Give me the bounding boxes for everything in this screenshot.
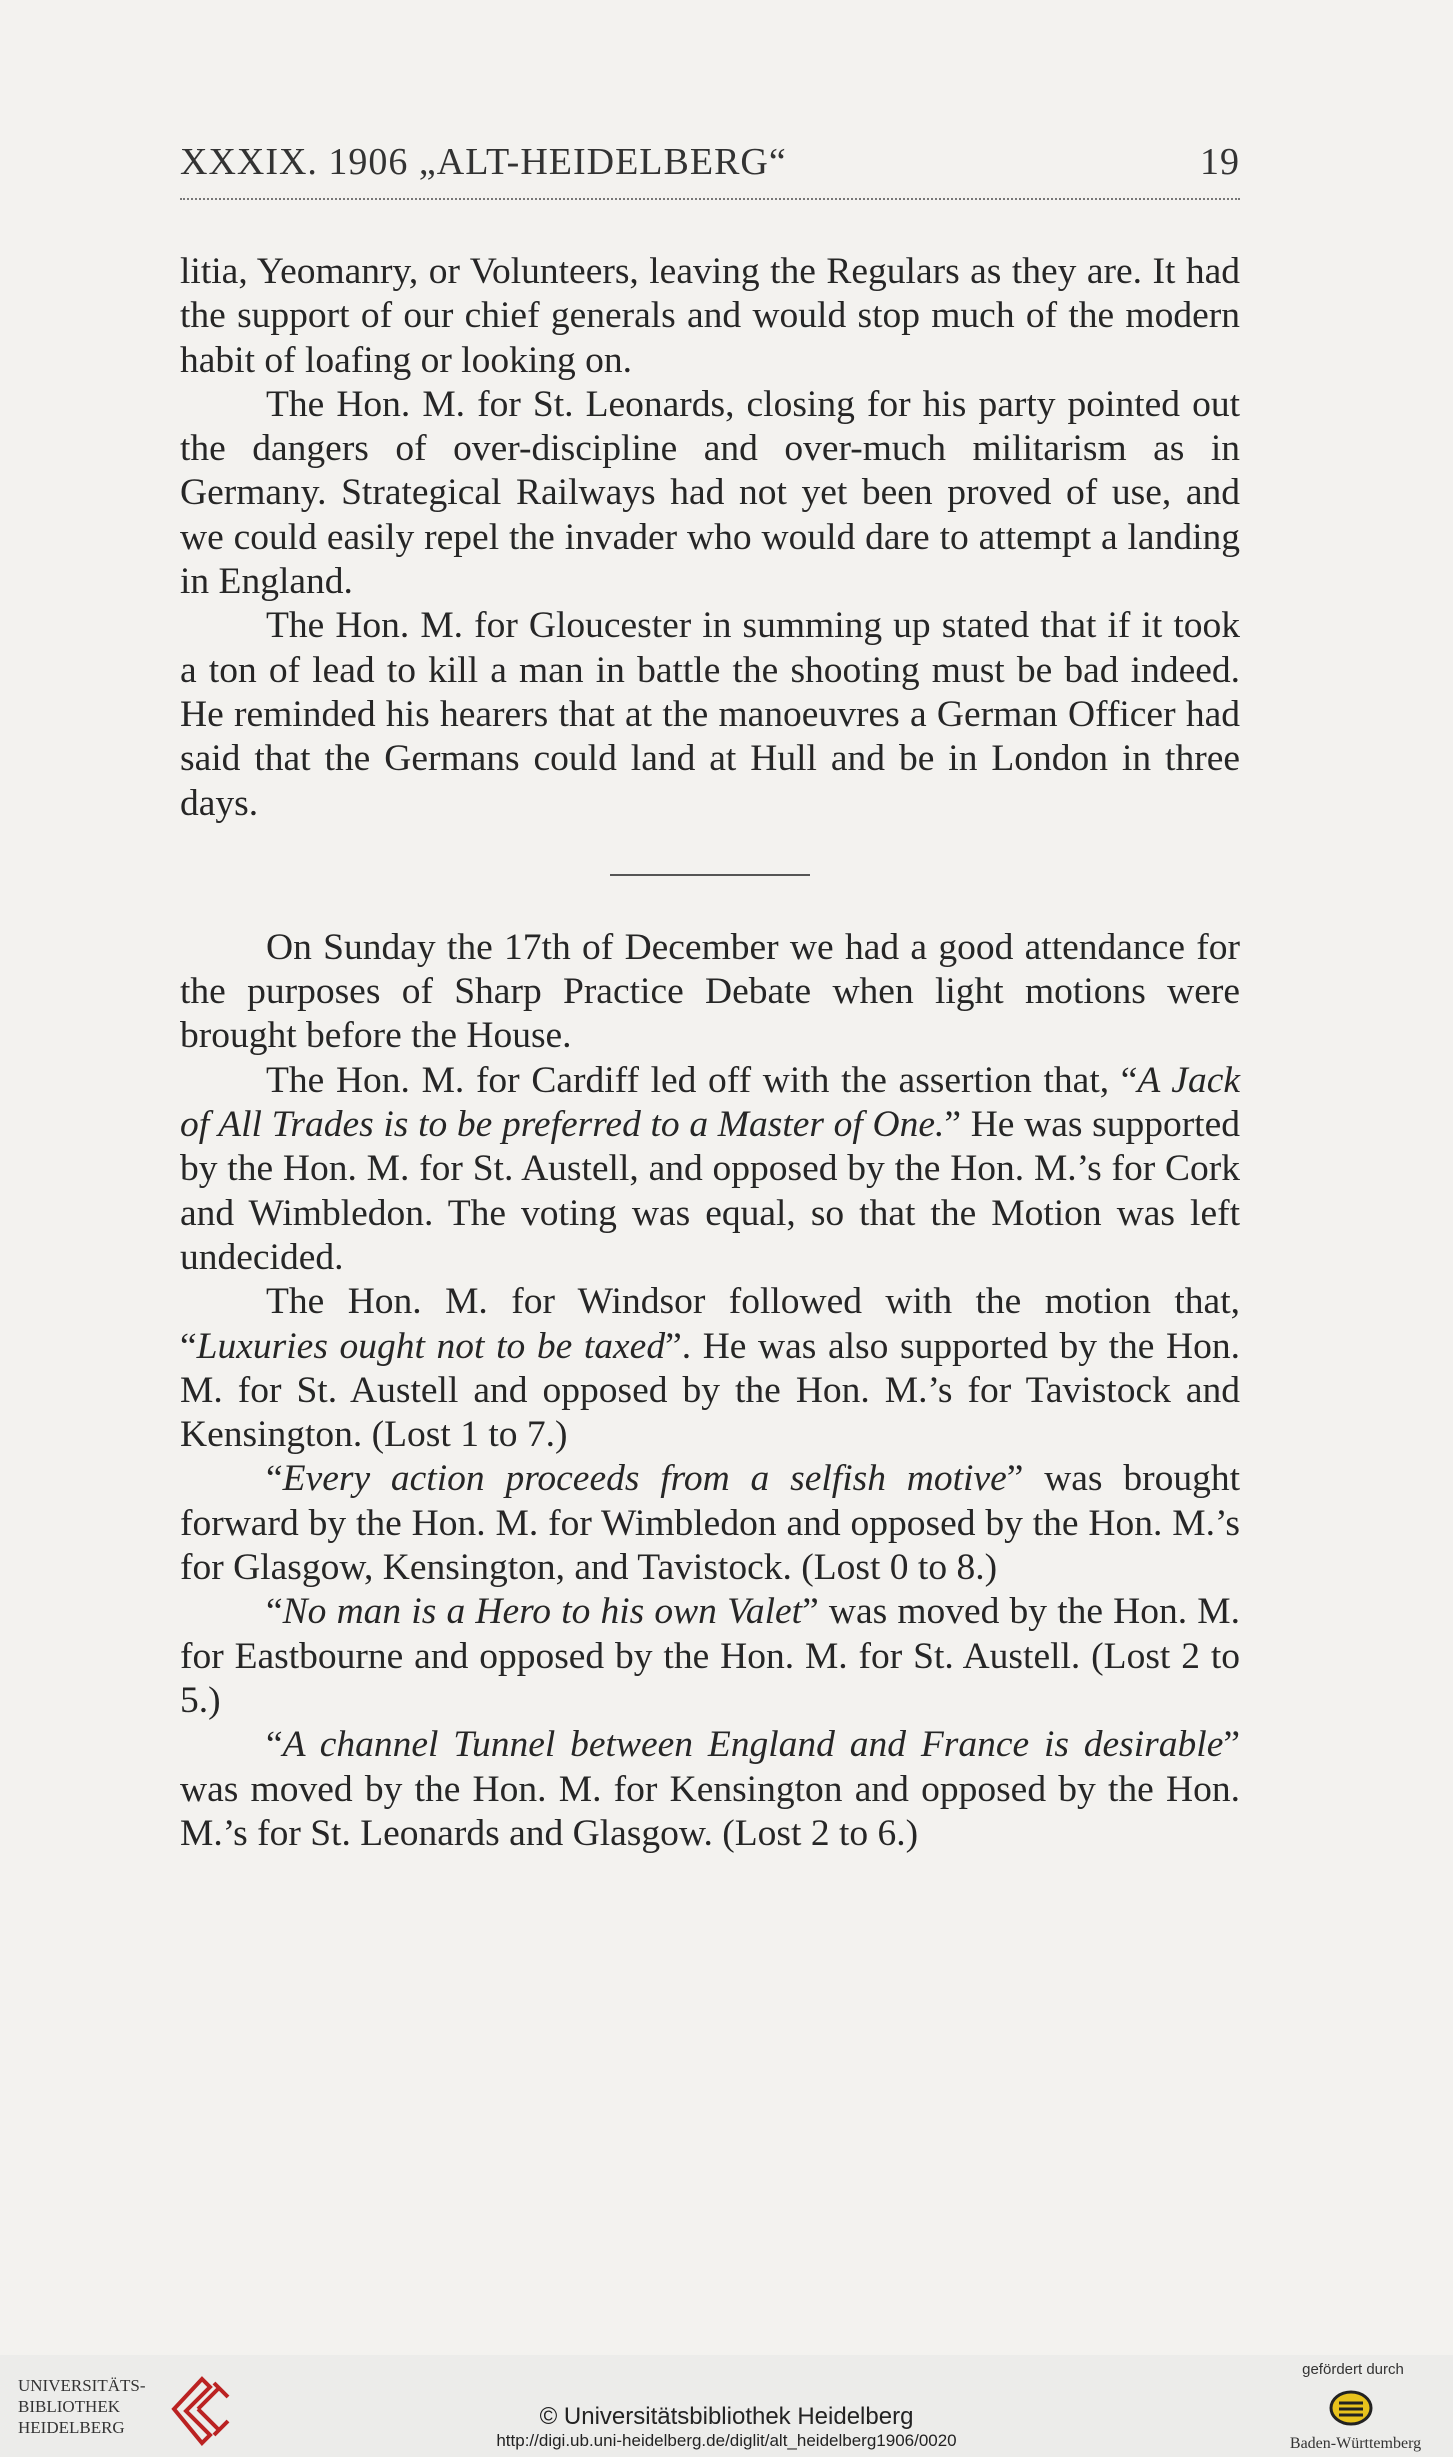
paragraph: The Hon. M. for Gloucester in summing up stated that if it took a ton of lead to kill a man in battle the shooting must be bad indeed. He reminded his hearers that at the manoeuvres a German Officer had said that the Germans could land at Hull and be in London in three days. (180, 605, 1240, 824)
source-url[interactable]: http://digi.ub.uni-heidelberg.de/diglit/alt_heidelberg1906/0020 (496, 2431, 957, 2450)
text-run: The Hon. M. for Cardiff led off with the assertion that, “ (266, 1059, 1138, 1101)
text-run: ” He was supported by the Hon. M. for St. Austell, and opposed by the Hon. M.’s for Cork and Wimbledon. The voting was equal, so that the Motion was left undecided. (180, 1104, 1240, 1278)
paragraph (180, 1590, 1240, 1723)
motion-title: Every action proceeds from a selfish motive (282, 1458, 1007, 1500)
text-run: ” was brought forward by the Hon. M. for Wimbledon and opposed by the Hon. M.’s for Glasgow, Kensington, and Tavistock. (Lost 0 to 8.) (180, 1458, 1240, 1589)
text-run: ” was moved by the Hon. M. for Eastbourne and opposed by the Hon. M. for St. Austell. (Lost 2 to 5.) (180, 1591, 1240, 1721)
section-divider (610, 874, 810, 876)
paragraph: litia, Yeomanry, or Volunteers, leaving the Regulars as they are. It had the support of our chief generals and would stop much of the modern habit of loafing or looking on. (180, 251, 1240, 381)
library-name-line: HEIDELBERG (18, 2418, 125, 2437)
paragraph: On Sunday the 17th of December we had a good attendance for the purposes of Sharp Practice Debate when light motions were brought before the House. (180, 926, 1240, 1057)
motion-title: A Jack of All Trades is to be preferred to a Master of One. (180, 1059, 1240, 1146)
running-head-title: XXXIX. 1906 „ALT-HEIDELBERG“ (180, 141, 787, 183)
body-text (180, 250, 1240, 1856)
copyright-notice: © Universitätsbibliothek Heidelberg (539, 2403, 914, 2430)
text-run: “ (266, 1591, 283, 1633)
motion-title: Luxuries ought not to be taxed (196, 1325, 666, 1367)
paragraph (180, 1280, 1240, 1457)
page-number: 19 (1200, 141, 1240, 183)
motion-title: No man is a Hero to his own Valet (282, 1591, 803, 1633)
coat-of-arms-icon (1326, 2383, 1376, 2433)
funded-by-label: gefördert durch (1302, 2361, 1404, 2378)
text-run: “ (266, 1458, 283, 1500)
header-divider (180, 198, 1240, 200)
state-name: Baden-Württemberg (1289, 2435, 1422, 2452)
library-name-line: BIBLIOTHEK (18, 2397, 120, 2416)
paragraph (180, 1059, 1240, 1280)
text-run: ”. He was also supported by the Hon. M. for St. Austell and opposed by the Hon. M.’s for Tavistock and Kensington. (Lost 1 to 7.) (180, 1325, 1240, 1456)
paragraph (180, 1723, 1240, 1856)
paragraph (180, 1457, 1240, 1590)
paragraph: The Hon. M. for St. Leonards, closing for his party pointed out the dangers of over-discipline and over-much militarism as in Germany. Strategical Railways had not yet been proved of use, and we could easily repel the invader who would dare to attempt a landing in England. (180, 383, 1240, 603)
library-name-line: UNIVERSITÄTS- (18, 2376, 146, 2395)
text-run: “ (266, 1724, 283, 1766)
digitization-footer (0, 2355, 1453, 2457)
text-run: The Hon. M. for Windsor followed with the motion that, “ (180, 1281, 1240, 1367)
text-run: ” was moved by the Hon. M. for Kensington and opposed by the Hon. M.’s for St. Leonards and Glasgow. (Lost 2 to 6.) (180, 1724, 1240, 1854)
motion-title: A channel Tunnel between England and France is desirable (282, 1724, 1224, 1766)
